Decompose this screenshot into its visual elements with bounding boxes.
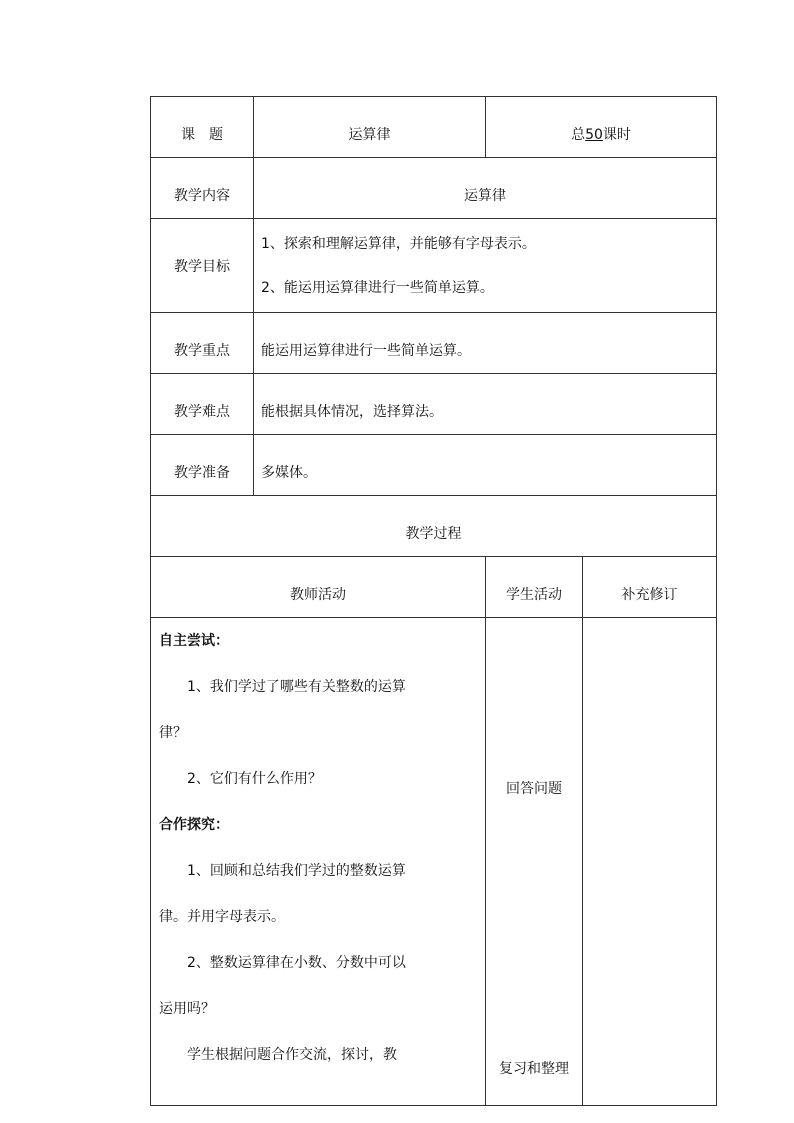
key-value: 能运用运算律进行一些简单运算。 [254,313,717,374]
student-answer: 回答问题 [506,781,562,797]
student-answer: 复习和整理 [499,1061,569,1077]
process-title: 教学过程 [151,496,717,557]
goals-row [151,219,717,313]
prep-row [151,435,717,496]
goal-item: 1、探索和理解运算律，并能够有字母表示。 [261,235,536,252]
teacher-line: 学生根据问题合作交流，探讨，教 [187,1047,397,1063]
teacher-line: 2、它们有什么作用？ [187,771,322,787]
notes-header: 补充修订 [583,557,717,618]
goal-item: 2、能运用运算律进行一些简单运算。 [261,279,494,296]
lesson-plan-table [150,96,717,1106]
topic-value: 运算律 [254,97,486,158]
teacher-activity-header: 教师活动 [151,557,486,618]
topic-label: 课 题 [151,97,254,158]
process-body-row [151,618,717,1106]
lesson-count [486,97,717,158]
student-activity-header: 学生活动 [486,557,583,618]
teacher-line: 1、回顾和总结我们学过的整数运算 [187,863,406,879]
prep-value: 多媒体。 [254,435,717,496]
content-row [151,158,717,219]
key-label: 教学重点 [151,313,254,374]
teacher-activity-cell [151,618,486,1106]
difficulty-row [151,374,717,435]
student-activity-cell [486,618,583,1106]
section-heading: 自主尝试： [159,633,229,649]
section-heading: 合作探究： [159,817,229,833]
process-title-row [151,496,717,557]
prep-label: 教学准备 [151,435,254,496]
teacher-line: 律。并用字母表示。 [159,909,285,925]
difficulty-label: 教学难点 [151,374,254,435]
teacher-line: 2、整数运算律在小数、分数中可以 [187,955,406,971]
difficulty-value: 能根据具体情况，选择算法。 [254,374,717,435]
lesson-prefix: 总 [571,127,586,143]
topic-row [151,97,717,158]
content-label: 教学内容 [151,158,254,219]
goals-cell [254,219,717,313]
lesson-number: 50 [585,127,603,143]
lesson-suffix: 课时 [602,127,631,143]
content-value: 运算律 [254,158,717,219]
process-header-row [151,557,717,618]
teacher-line: 运用吗？ [159,1001,215,1017]
key-row [151,313,717,374]
teacher-line: 1、我们学过了哪些有关整数的运算 [187,679,406,695]
goals-label: 教学目标 [151,219,254,313]
teacher-line: 律？ [159,725,187,741]
notes-cell [583,618,717,1106]
